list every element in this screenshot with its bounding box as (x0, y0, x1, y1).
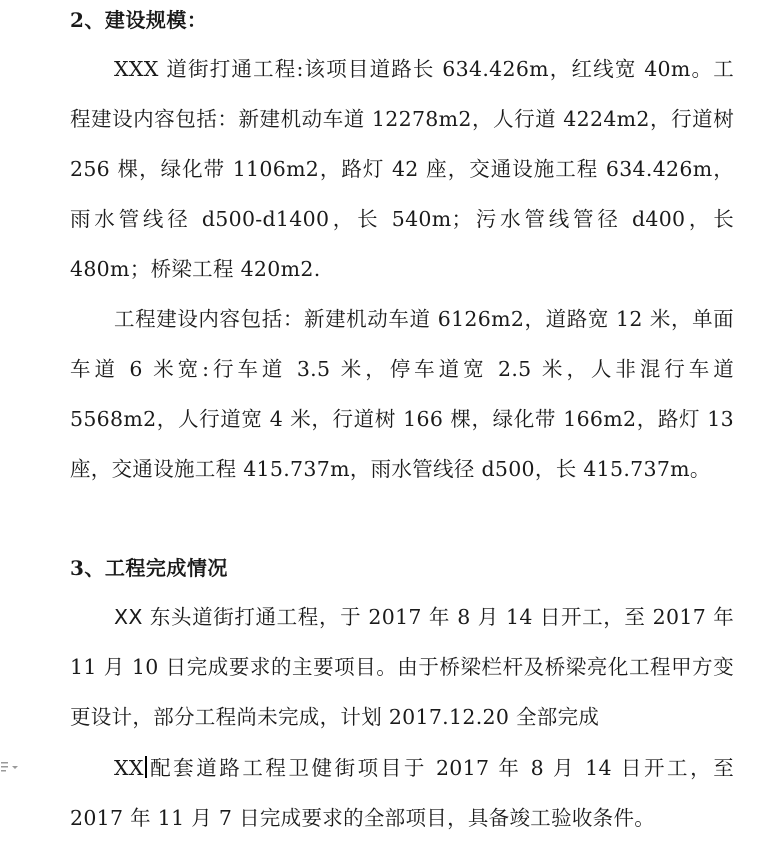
paragraph-construction-content[interactable]: 工程建设内容包括：新建机动车道 6126m2，道路宽 12 米，单面车道 6 米宽:行车道 3.5 米，停车道宽 2.5 米，人非混行车道 5568m2，人行道宽 4 米，行道树 166 棵，绿化带 166m2，路灯 13 座，交通设施工程 415.737m，雨水管线径 d500，长 415.737m。 (70, 307, 734, 481)
text-cursor (145, 756, 147, 778)
paragraph-text: 配套道路工程卫健街项目于 2017 年 8 月 14 日开工，至 2017 年 11 月 7 日完成要求的全部项目，具备竣工验收条件。 (70, 756, 734, 830)
paragraph-layout-icon[interactable] (0, 760, 20, 774)
paragraph-text: 东头道街打通工程，于 2017 年 8 月 14 日开工，至 2017 年 11 月 10 日完成要求的主要项目。由于桥梁栏杆及桥梁亮化工程甲方变更设计，部分工程尚未完成，计划 2017.12.20 全部完成 (70, 605, 734, 729)
paragraph-weijian-street[interactable] (70, 743, 734, 843)
project-prefix: XX (114, 605, 143, 629)
project-prefix: XX (114, 756, 144, 780)
paragraph-xxx-road[interactable]: XXX 道街打通工程:该项目道路长 634.426m，红线宽 40m。工程建设内容包括：新建机动车道 12278m2，人行道 4224m2，行道树 256 棵，绿化带 1106m2，路灯 42 座，交通设施工程 634.426m，雨水管线径 d500-d1400，长 540m；污水管线管径 d400，长 480m；桥梁工程 420m2. (70, 57, 734, 281)
section-heading-completion: 3、工程完成情况 (70, 556, 228, 580)
section-heading-scale: 2、建设规模： (70, 8, 208, 32)
paragraph-donghou-road[interactable] (70, 592, 734, 742)
